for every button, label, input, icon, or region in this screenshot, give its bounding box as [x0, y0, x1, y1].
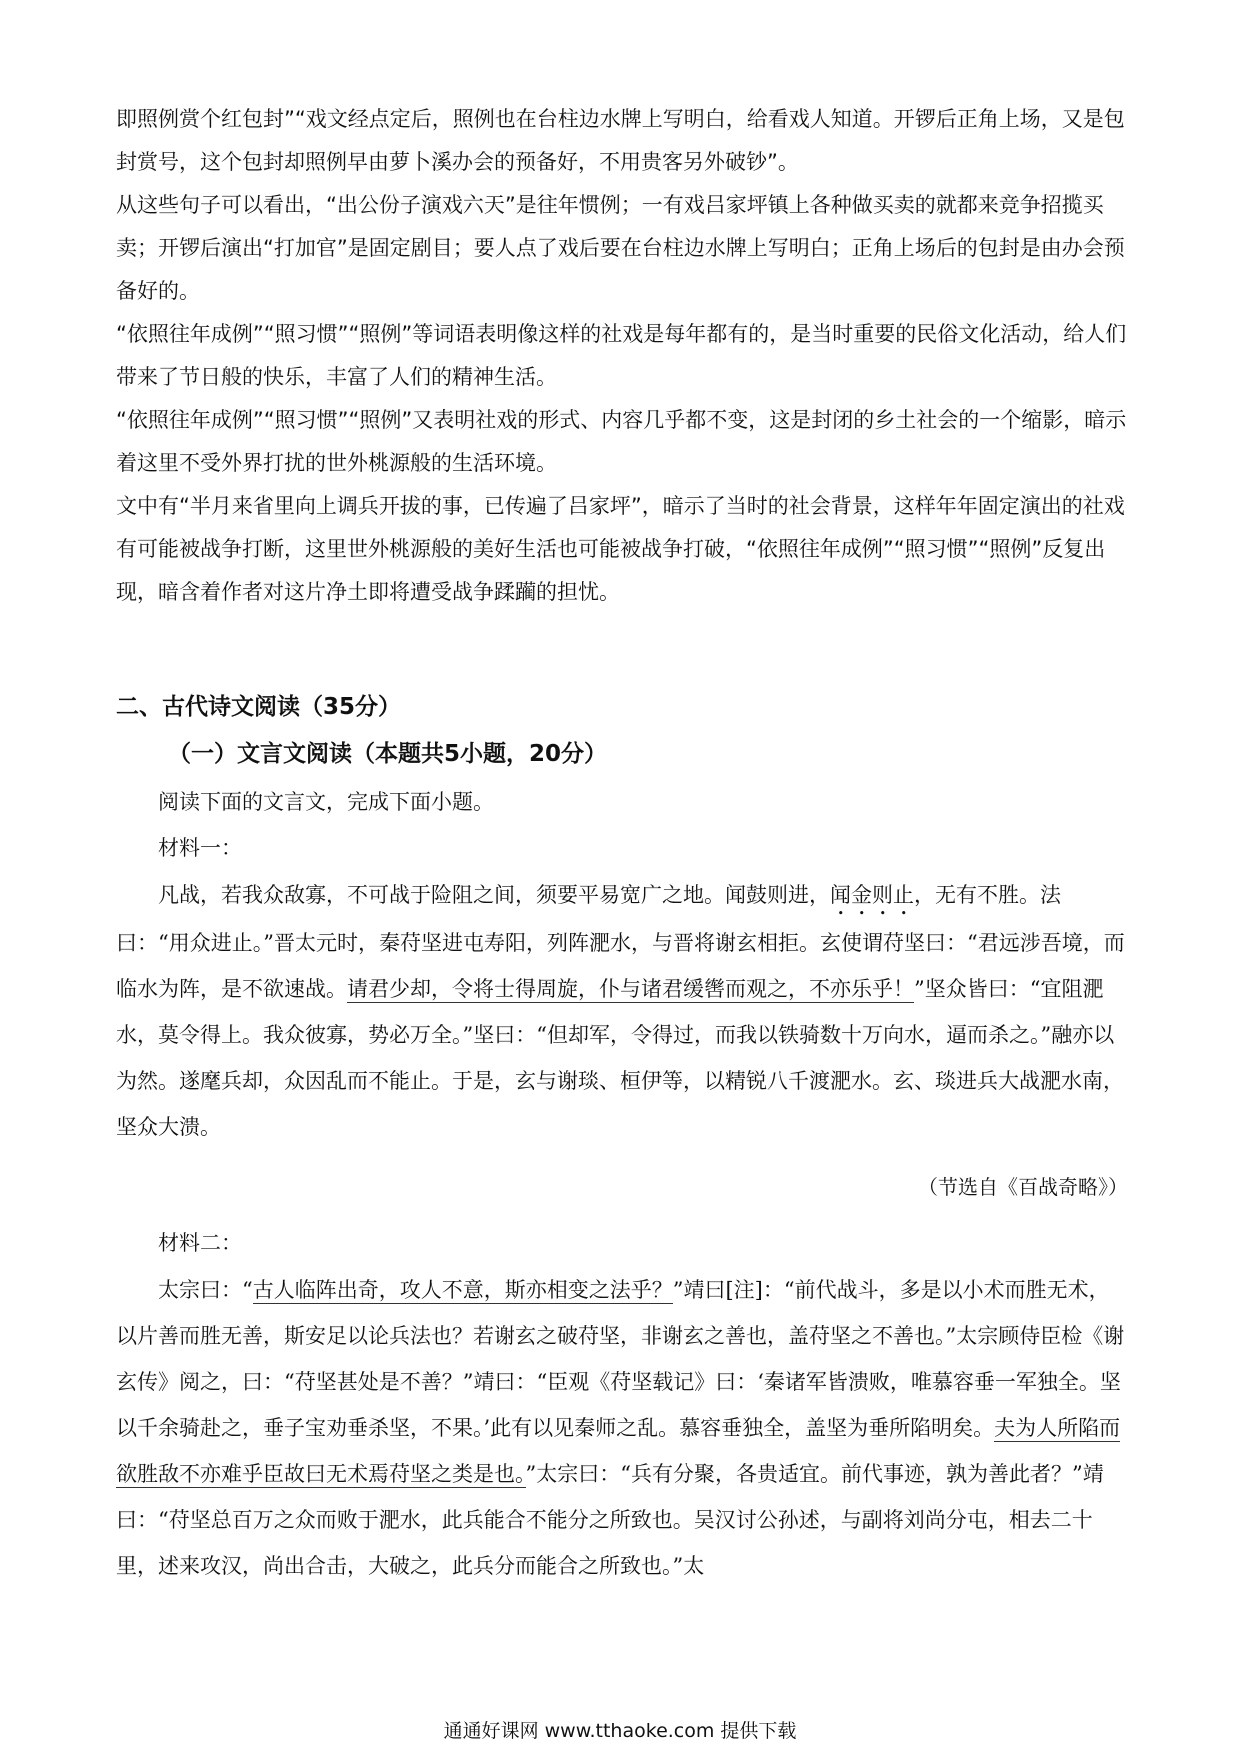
- material-2-segment: ”靖曰[注]：“前代战斗，多是以小术而胜无术，以片善而胜无善，斯安足以论兵法也？若谢玄之破苻坚，非谢玄之善也，盖苻坚之不善也。”太宗顾侍臣检《谢玄传》阅之，曰：“苻坚甚处是不善？”靖曰：“臣观《苻坚载记》曰：‘秦诸军皆溃败，唯慕容垂一军独全。坚以千余骑赴之，垂子宝劝垂杀坚，不果。’此有以见秦师之乱。慕容垂独全，盖坚为垂所陷明矣。: [116, 1278, 1125, 1440]
- footer-text: 通通好课网 www.tthaoke.com 提供下载: [443, 1720, 797, 1742]
- answer-paragraph-5: 文中有“半月来省里向上调兵开拔的事，已传遍了吕家坪”，暗示了当时的社会背景，这样年年固定演出的社戏有可能被战争打断，这里世外桃源般的美好生活也可能被战争打破，“依照往年成例”“照习惯”“照例”反复出现，暗含着作者对这片净土即将遭受战争蹂躏的担忧。: [116, 494, 1125, 604]
- answer-paragraph-1: 即照例赏个红包封”“戏文经点定后，照例也在台柱边水牌上写明白，给看戏人知道。开锣后正角上场，又是包封赏号，这个包封却照例早由萝卜溪办会的预备好，不用贵客另外破钞”。: [116, 107, 1125, 174]
- section-title: 二、古代诗文阅读（35分）: [116, 694, 402, 720]
- answer-paragraph-2: 从这些句子可以看出，“出公份子演戏六天”是往年惯例；一有戏吕家坪镇上各种做买卖的就都来竞争招揽买卖；开锣后演出“打加官”是固定剧目；要人点了戏后要在台柱边水牌上写明白；正角上场后的包封是由办会预备好的。: [116, 193, 1125, 303]
- answer-text: [116, 98, 1128, 614]
- instruction-text: 阅读下面的文言文，完成下面小题。: [158, 790, 494, 814]
- answer-paragraph-3: “依照往年成例”“照习惯”“照例”等词语表明像这样的社戏是每年都有的，是当时重要的民俗文化活动，给人们 带来了节日般的快乐，丰富了人们的精神生活。: [116, 322, 1127, 389]
- underlined-sentence: 请君少却，令将士得周旋，仆与诸君缓辔而观之，不亦乐乎！: [347, 977, 914, 1001]
- underlined-sentence: 夫为人所陷而欲胜敌不亦难乎臣故曰无术焉苻坚之类是也。: [116, 1416, 1121, 1486]
- dotted-phrase: 闻金则止: [830, 883, 914, 907]
- material-1-segment: ”坚众皆曰：“宜阻淝水，莫令得上。我众彼寡，势必万全。”坚曰：“但却军，令得过，而我以铁骑数十万向水，逼而杀之。”融亦以为然。遂麾兵却，众因乱而不能止。于是，玄与谢琰、桓伊等，以精锐八千渡淝水。玄、琰进兵大战淝水南，坚众大溃。: [116, 977, 1124, 1139]
- answer-paragraph-4: “依照往年成例”“照习惯”“照例”又表明社戏的形式、内容几乎都不变，这是封闭的乡土社会的一个缩影，暗示着这里不受外界打扰的世外桃源般的生活环境。: [116, 408, 1127, 475]
- subsection-title: （一）文言文阅读（本题共5小题，20分）: [168, 741, 608, 767]
- material-2-text: [116, 1267, 1128, 1589]
- source-citation: （节选自《百战奇略》）: [918, 1175, 1128, 1199]
- material-1-segment: ，无有不胜。法曰：“用众进止。”晋太元时，秦苻坚进屯寿阳，列阵淝水，与晋将谢玄相拒。玄使谓苻坚曰：“君远涉吾境，而临水为阵，是不欲速战。: [116, 883, 1125, 1001]
- material-1-text: [116, 872, 1128, 1150]
- material-2-label: 材料二：: [158, 1231, 242, 1255]
- underlined-sentence: 古人临阵出奇，攻人不意，斯亦相变之法乎？: [252, 1278, 673, 1302]
- material-1-segment: 凡战，若我众敌寡，不可战于险阻之间，须要平易宽广之地。闻鼓则进，: [158, 883, 830, 907]
- material-2-segment: ”太宗曰：“兵有分聚，各贵适宜。前代事迹，孰为善此者？”靖曰：“苻坚总百万之众而败于淝水，此兵能合不能分之所致也。吴汉讨公孙述，与副将刘尚分屯，相去二十里，述来攻汉，尚出合击，大破之，此兵分而能合之所致也。”太: [116, 1462, 1104, 1578]
- material-2-segment: 太宗曰：“: [158, 1278, 253, 1302]
- material-1-label: 材料一：: [158, 836, 242, 860]
